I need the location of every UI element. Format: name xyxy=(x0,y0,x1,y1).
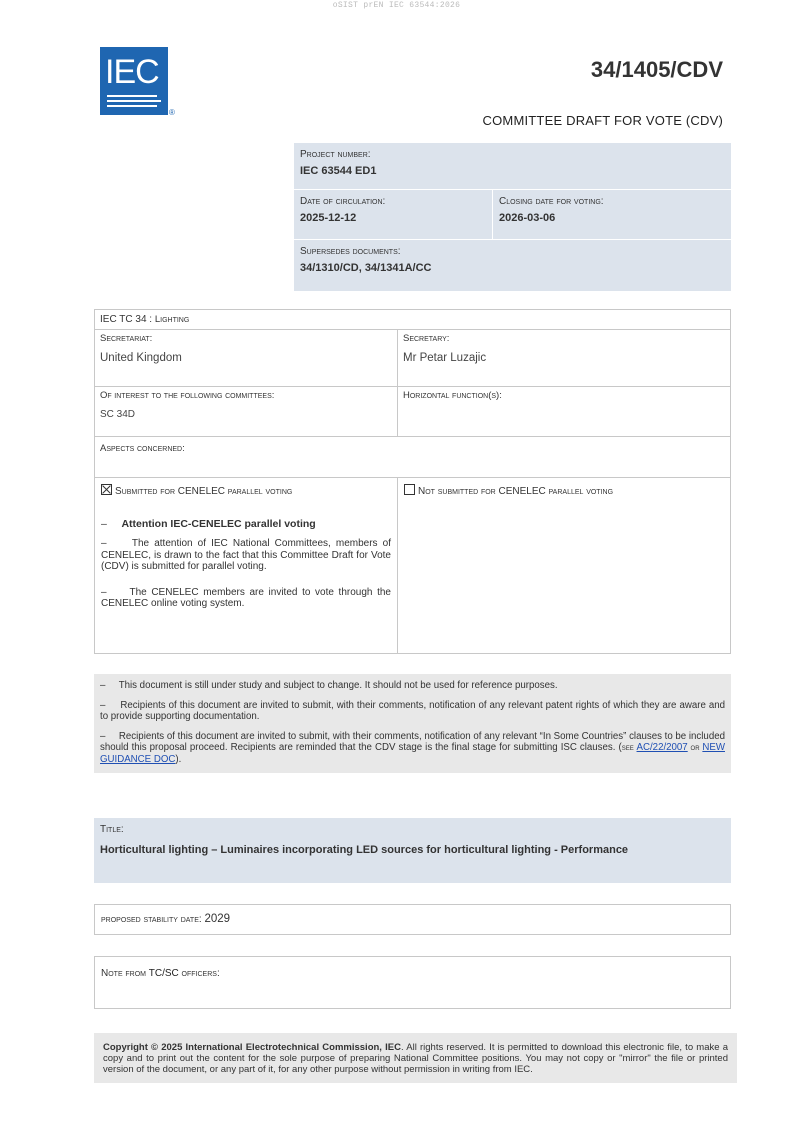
project-number-row xyxy=(294,143,731,190)
attention-paragraph xyxy=(101,538,391,573)
notice-paragraph-2 xyxy=(100,700,725,723)
see-text: see xyxy=(621,742,637,752)
document-number: 34/1405/CDV xyxy=(590,57,723,82)
note-label: Note from xyxy=(101,968,149,979)
supersedes-row xyxy=(294,240,731,291)
ac-22-2007-link[interactable]: AC/22/2007 xyxy=(636,742,688,753)
not-submitted-label-end: parallel voting xyxy=(545,486,614,497)
notice-box xyxy=(94,674,731,773)
submitted-cenelec: CENELEC xyxy=(177,486,226,497)
stability-date-box xyxy=(94,904,731,935)
logo-line xyxy=(107,100,161,102)
document-title: Horticultural lighting – Luminaires incorporating LED sources for horticultural lighting - Performance xyxy=(100,844,629,856)
secretariat-label: Secretariat: xyxy=(100,333,153,344)
project-info-box xyxy=(294,143,731,291)
closing-date-label: Closing date for voting: xyxy=(499,196,604,207)
submitted-option[interactable] xyxy=(101,484,391,497)
project-number-label: Project number: xyxy=(300,149,371,160)
title-box xyxy=(94,818,731,883)
close-paren: ). xyxy=(175,753,182,765)
watermark: oSIST prEN IEC 63544:2026 xyxy=(332,1,461,10)
secretary-label: Secretary: xyxy=(403,333,450,344)
secretary-value: Mr Petar Luzajic xyxy=(403,352,487,364)
dash: – xyxy=(101,518,107,530)
supersedes-label: Supersedes documents: xyxy=(300,246,401,257)
iec-logo xyxy=(100,47,168,115)
tc-subject: Lighting xyxy=(154,314,190,325)
note-tcsc: TC/SC xyxy=(148,968,179,979)
or-text: or xyxy=(687,742,703,752)
interest-cell xyxy=(95,387,398,437)
officers-note-box xyxy=(94,956,731,1009)
not-submitted-option[interactable] xyxy=(404,484,724,497)
new-guidance-doc-link[interactable]: NEW GUIDANCE DOC xyxy=(100,742,725,765)
logo-line xyxy=(107,95,157,97)
horizontal-label: Horizontal function(s): xyxy=(403,390,502,401)
unchecked-checkbox-icon[interactable] xyxy=(404,484,415,495)
closing-date-value: 2026-03-06 xyxy=(499,212,556,224)
circulation-date-cell xyxy=(294,190,493,239)
dash: – xyxy=(101,538,107,549)
copyright-text: . All rights reserved. It is permitted to download this electronic file, to make a copy and to print out the content for the sole purpose of preparing National Committee positions. You may not copy or "mirror" the file or printed version of the document, or any part of it, for any other purpose without permission in writing from IEC. xyxy=(103,1042,728,1075)
copyright-box xyxy=(94,1033,737,1083)
note-label-end: officers: xyxy=(178,968,220,979)
tc-name: IEC TC 34 : xyxy=(100,314,155,325)
circulation-date-label: Date of circulation: xyxy=(300,196,386,207)
horizontal-cell xyxy=(398,387,731,437)
notice-paragraph-1 xyxy=(100,680,725,692)
submitted-cell xyxy=(95,478,398,654)
not-submitted-cell xyxy=(398,478,731,654)
supersedes-value: 34/1310/CD, 34/1341A/CC xyxy=(300,262,432,274)
dates-row xyxy=(294,190,731,240)
dash: – xyxy=(100,730,106,742)
dash: – xyxy=(100,680,106,691)
notice-text-2: Recipients of this document are invited to submit, with their comments, notification of any relevant patent rights of which they are aware and to provide supporting documentation. xyxy=(100,699,725,722)
iec-logo-text: IEC xyxy=(105,53,159,91)
submitted-label: Submitted for xyxy=(115,486,178,497)
not-submitted-cenelec: CENELEC xyxy=(498,486,546,497)
registered-mark: ® xyxy=(169,108,175,117)
secretary-cell xyxy=(398,330,731,387)
attention-heading xyxy=(101,518,391,530)
dash: – xyxy=(101,586,107,598)
attention-text: The attention of IEC National Committees, members of CENELEC, is drawn to the fact that this Committee Draft for Vote (CDV) is submitted for parallel voting. xyxy=(101,538,391,572)
secretariat-value: United Kingdom xyxy=(100,352,182,364)
notice-paragraph-3 xyxy=(100,731,725,766)
stability-date-label: proposed stability date: xyxy=(101,914,205,925)
copyright-bold: Copyright © 2025 International Electrotechnical Commission, IEC xyxy=(103,1042,401,1053)
circulation-date-value: 2025-12-12 xyxy=(300,212,357,224)
interest-value: SC 34D xyxy=(100,409,136,420)
title-label: Title: xyxy=(100,824,124,835)
notice-text-3: Recipients of this document are invited to submit, with their comments, notification of any relevant “In Some Countries” clauses to be included should this proposal proceed. Recipients are reminded that the CDV stage is the final stage for submitting ISC clauses. ( xyxy=(100,730,725,753)
stability-date-value: 2029 xyxy=(204,913,231,925)
logo-line xyxy=(107,105,157,107)
tc-name-cell xyxy=(95,310,731,330)
aspects-cell xyxy=(95,437,731,478)
closing-date-cell xyxy=(493,190,731,239)
not-submitted-label: Not submitted for xyxy=(418,486,499,497)
members-paragraph xyxy=(101,587,391,610)
attention-title: Attention IEC-CENELEC parallel voting xyxy=(121,518,316,530)
dash: – xyxy=(100,699,106,711)
interest-label: Of interest to the following committees: xyxy=(100,390,275,401)
submitted-label-end: parallel voting xyxy=(225,486,293,497)
secretariat-cell xyxy=(95,330,398,387)
aspects-label: Aspects concerned: xyxy=(100,443,185,454)
committee-table xyxy=(94,309,731,654)
document-type: COMMITTEE DRAFT FOR VOTE (CDV) xyxy=(482,113,723,128)
checked-checkbox-icon[interactable] xyxy=(101,484,112,495)
notice-text-1: This document is still under study and subject to change. It should not be used for reference purposes. xyxy=(118,680,558,691)
members-text: The CENELEC members are invited to vote through the CENELEC online voting system. xyxy=(101,586,391,609)
project-number-value: IEC 63544 ED1 xyxy=(300,165,377,177)
